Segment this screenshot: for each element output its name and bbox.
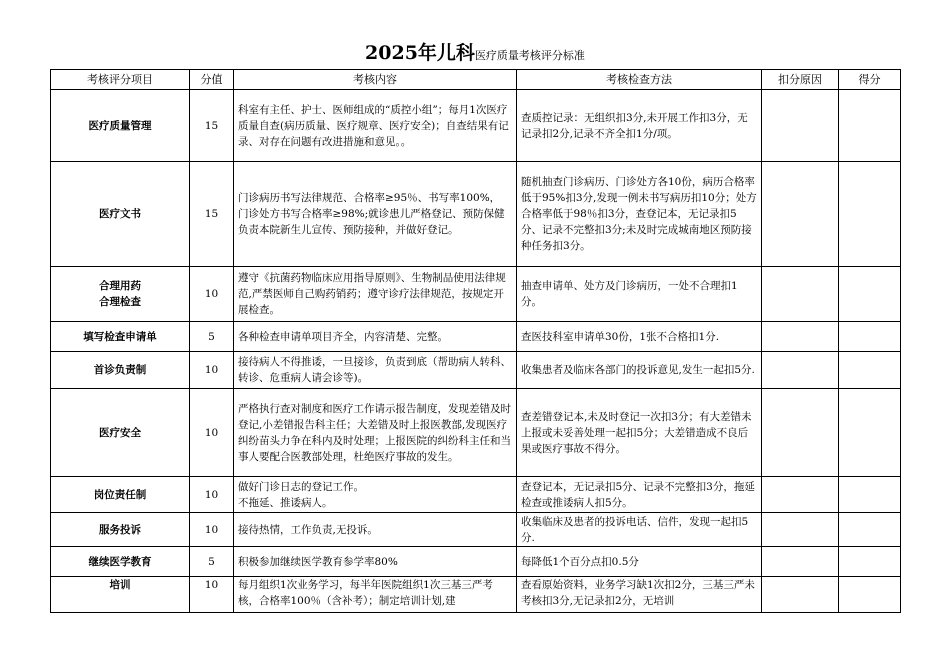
row-item: 服务投诉 bbox=[51, 513, 190, 547]
row-deduction-reason-cell[interactable] bbox=[762, 389, 839, 477]
row-final-score-cell[interactable] bbox=[839, 162, 901, 267]
row-score: 10 bbox=[190, 267, 234, 322]
header-score: 分值 bbox=[190, 70, 234, 90]
header-final-score: 得分 bbox=[839, 70, 901, 90]
row-final-score-cell[interactable] bbox=[839, 577, 901, 613]
table-row bbox=[51, 352, 901, 389]
row-method: 查看原始资料，业务学习缺1次扣2分，三基三严未考核扣3分,无记录扣2分，无培训 bbox=[517, 577, 762, 613]
row-method: 查差错登记本,未及时登记一次扣3分；有大差错未上报或未妥善处理一起扣5分；大差错造成不良后果或医疗事故不得分。 bbox=[517, 389, 762, 477]
row-score: 5 bbox=[190, 547, 234, 577]
row-method: 查登记本，无记录扣5分、记录不完整扣3分，拖延检查或推诿病人扣5分。 bbox=[517, 477, 762, 513]
row-content: 接待病人不得推诿，一旦接诊，负责到底（帮助病人转科、转诊、危重病人请会诊等)。 bbox=[234, 352, 517, 389]
table-row bbox=[51, 577, 901, 613]
title-sub: 医疗质量考核评分标准 bbox=[474, 49, 585, 62]
header-deduction-reason: 扣分原因 bbox=[762, 70, 839, 90]
row-score: 15 bbox=[190, 90, 234, 162]
row-content: 做好门诊日志的登记工作。 不拖延、推诿病人。 bbox=[234, 477, 517, 513]
row-deduction-reason-cell[interactable] bbox=[762, 577, 839, 613]
row-item: 继续医学教育 bbox=[51, 547, 190, 577]
table-row bbox=[51, 477, 901, 513]
row-deduction-reason-cell[interactable] bbox=[762, 322, 839, 352]
row-deduction-reason-cell[interactable] bbox=[762, 352, 839, 389]
row-score: 10 bbox=[190, 389, 234, 477]
scoring-table bbox=[50, 69, 901, 613]
table-row bbox=[51, 547, 901, 577]
row-score: 15 bbox=[190, 162, 234, 267]
row-item: 医疗文书 bbox=[51, 162, 190, 267]
row-final-score-cell[interactable] bbox=[839, 352, 901, 389]
row-final-score-cell[interactable] bbox=[839, 477, 901, 513]
row-content: 接待热情，工作负责,无投诉。 bbox=[234, 513, 517, 547]
row-score: 5 bbox=[190, 322, 234, 352]
row-deduction-reason-cell[interactable] bbox=[762, 547, 839, 577]
table-row bbox=[51, 90, 901, 162]
row-item: 填写检查申请单 bbox=[51, 322, 190, 352]
row-item: 医疗安全 bbox=[51, 389, 190, 477]
table-body bbox=[51, 90, 901, 613]
row-content: 每月组织1次业务学习，每半年医院组织1次三基三严考核，合格率100％（含补考）；制定培训计划,建 bbox=[234, 577, 517, 613]
row-score: 10 bbox=[190, 577, 234, 613]
row-deduction-reason-cell[interactable] bbox=[762, 162, 839, 267]
row-method: 收集临床及患者的投诉电话、信件，发现一起扣5分. bbox=[517, 513, 762, 547]
row-content: 严格执行查对制度和医疗工作请示报告制度，发现差错及时登记,小差错报告科主任；大差错及时上报医教部,发现医疗纠纷苗头力争在科内及时处理；上报医院的纠纷科主任和当事人要配合医教部处理，杜绝医疗事故的发生。 bbox=[234, 389, 517, 477]
row-score: 10 bbox=[190, 352, 234, 389]
table-row bbox=[51, 267, 901, 322]
row-score: 10 bbox=[190, 513, 234, 547]
table-row bbox=[51, 322, 901, 352]
row-deduction-reason-cell[interactable] bbox=[762, 267, 839, 322]
row-content: 积极参加继续医学教育参学率80% bbox=[234, 547, 517, 577]
row-item: 合理用药 合理检查 bbox=[51, 267, 190, 322]
row-final-score-cell[interactable] bbox=[839, 389, 901, 477]
row-method: 每降低1个百分点扣0.5分 bbox=[517, 547, 762, 577]
row-content: 门诊病历书写法律规范、合格率≥95％、书写率100%， 门诊处方书写合格率≥98%;就诊患儿严格登记、预防保健负责本院新生儿宣传、预防接种，并做好登记。 bbox=[234, 162, 517, 267]
row-final-score-cell[interactable] bbox=[839, 513, 901, 547]
row-item: 首诊负责制 bbox=[51, 352, 190, 389]
header-content: 考核内容 bbox=[234, 70, 517, 90]
row-content: 各种检查申请单项目齐全，内容清楚、完整。 bbox=[234, 322, 517, 352]
document-title bbox=[0, 38, 950, 65]
row-method: 抽查申请单、处方及门诊病历，一处不合理扣1分。 bbox=[517, 267, 762, 322]
row-item: 岗位责任制 bbox=[51, 477, 190, 513]
row-score: 10 bbox=[190, 477, 234, 513]
row-method: 查医技科室申请单30份，1张不合格扣1分. bbox=[517, 322, 762, 352]
header-method: 考核检查方法 bbox=[517, 70, 762, 90]
row-final-score-cell[interactable] bbox=[839, 90, 901, 162]
row-final-score-cell[interactable] bbox=[839, 322, 901, 352]
row-deduction-reason-cell[interactable] bbox=[762, 477, 839, 513]
table-row bbox=[51, 389, 901, 477]
row-item: 医疗质量管理 bbox=[51, 90, 190, 162]
title-main: 2025年儿科 bbox=[365, 42, 475, 64]
row-method: 收集患者及临床各部门的投诉意见,发生一起扣5分. bbox=[517, 352, 762, 389]
row-method: 查质控记录：无组织扣3分,未开展工作扣3分，无记录扣2分,记录不齐全扣1分/项。 bbox=[517, 90, 762, 162]
row-final-score-cell[interactable] bbox=[839, 267, 901, 322]
table-header-row bbox=[51, 70, 901, 90]
table-row bbox=[51, 513, 901, 547]
header-item: 考核评分项目 bbox=[51, 70, 190, 90]
row-method: 随机抽查门诊病历、门诊处方各10份，病历合格率低于95%扣3分,发现一例未书写病历扣10分；处方合格率低于98％扣3分，查登记本，无记录扣5分、记录不完整扣3分;未及时完成城南地区预防接种任务扣3分。 bbox=[517, 162, 762, 267]
row-content: 遵守《抗菌药物临床应用指导原则》、生物制品使用法律规范,严禁医师自己购药销药；遵守诊疗法律规范，按规定开展检查。 bbox=[234, 267, 517, 322]
row-deduction-reason-cell[interactable] bbox=[762, 513, 839, 547]
row-deduction-reason-cell[interactable] bbox=[762, 90, 839, 162]
row-content: 科室有主任、护士、医师组成的“质控小组”；每月1次医疗质量自查(病历质量、医疗规章、医疗安全)；自查结果有记录、对存在问题有改进措施和意见。。 bbox=[234, 90, 517, 162]
table-row bbox=[51, 162, 901, 267]
row-item: 培训 bbox=[51, 577, 190, 613]
row-final-score-cell[interactable] bbox=[839, 547, 901, 577]
